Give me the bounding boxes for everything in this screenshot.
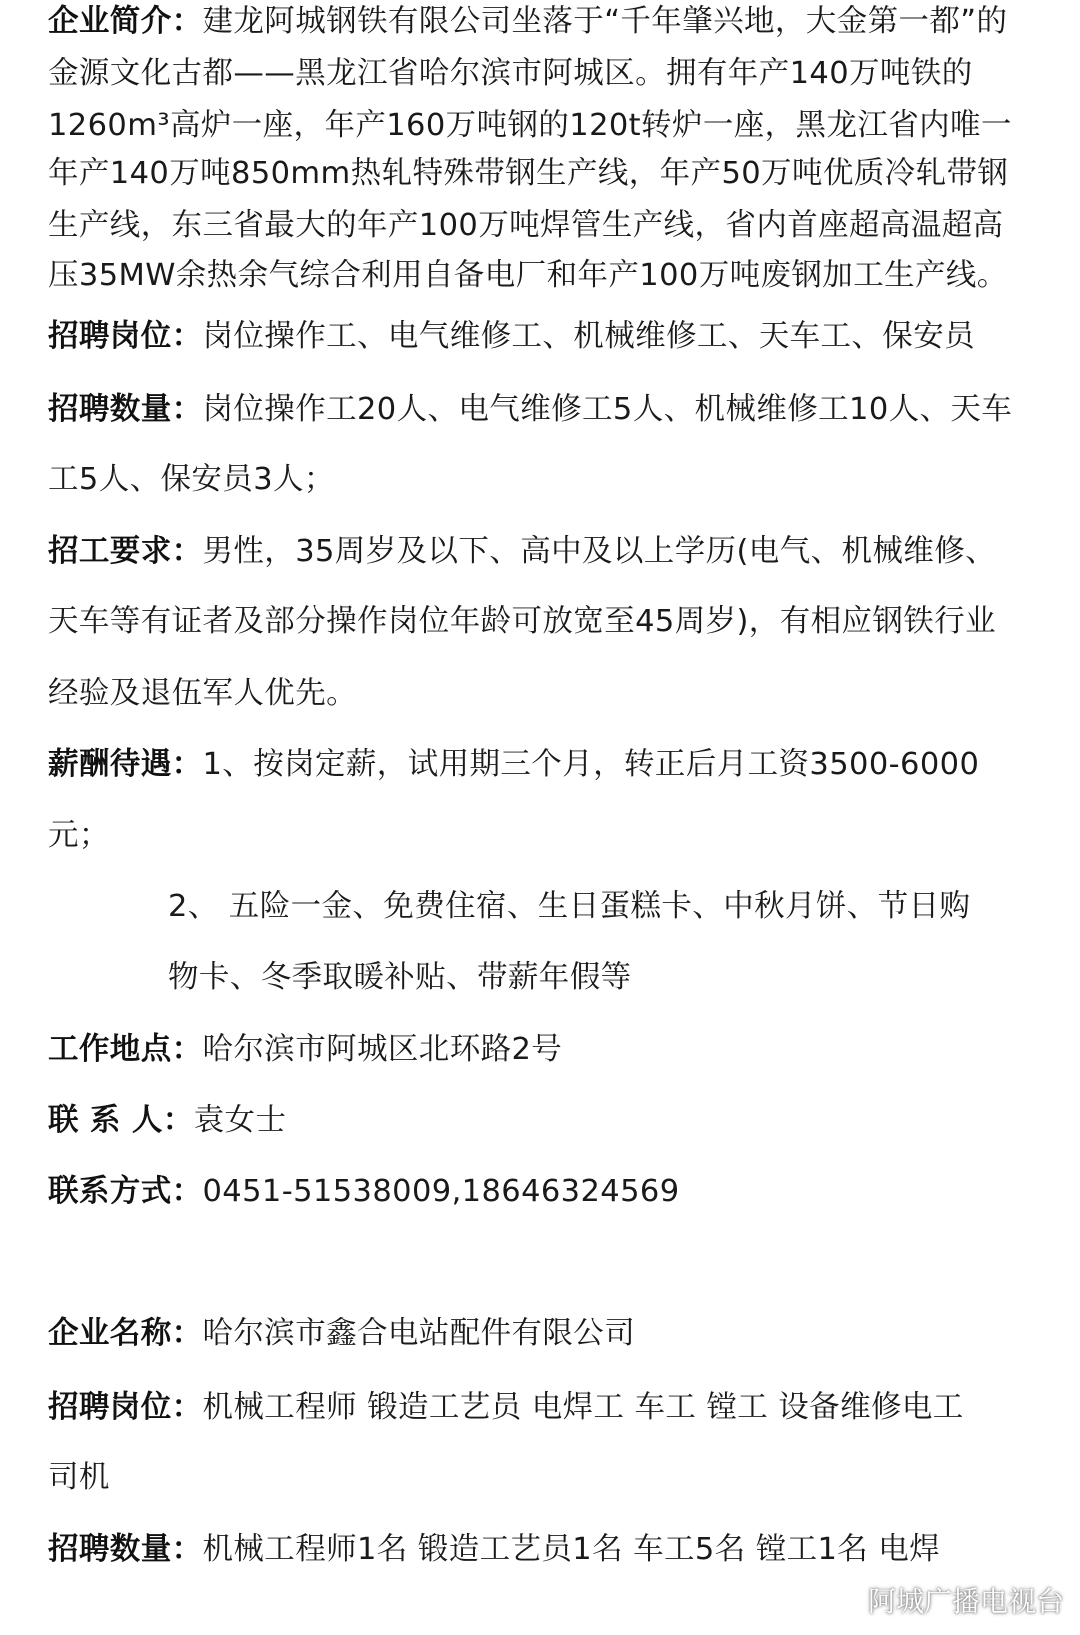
count-text-1: 岗位操作工20人、电气维修工5人、机械维修工10人、天车 <box>202 392 1013 427</box>
location-label: 工作地点： <box>48 1032 203 1067</box>
contact-label: 联 系 人： <box>48 1103 194 1138</box>
watermark-text: 阿城广播电视台 <box>868 1585 1065 1618</box>
company2-count-label: 招聘数量： <box>48 1532 203 1567</box>
positions-text: 岗位操作工、电气维修工、机械维修工、天车工、保安员 <box>202 319 975 354</box>
req-text-1: 男性，35周岁及以下、高中及以上学历(电气、机械维修、 <box>202 534 997 569</box>
company2-positions-text-1: 机械工程师 锻造工艺员 电焊工 车工 镗工 设备维修电工 <box>202 1390 964 1425</box>
pay-line-2: 元； <box>48 818 110 853</box>
contact-line <box>48 1101 286 1141</box>
intro-line-6: 压35MW余热余气综合利用自备电厂和年产100万吨废钢加工生产线。 <box>48 258 1008 293</box>
intro-line-3: 1260m³高炉一座，年产160万吨钢的120t转炉一座，黑龙江省内唯一 <box>48 108 1012 143</box>
positions-line <box>48 317 975 357</box>
intro-line-5: 生产线，东三省最大的年产100万吨焊管生产线，省内首座超高温超高 <box>48 208 1004 243</box>
company2-name-line <box>48 1314 635 1354</box>
pay2-line-2: 物卡、冬季取暖补贴、带薪年假等 <box>168 960 632 995</box>
wechat-icon <box>820 1580 860 1621</box>
company2-positions-label: 招聘岗位： <box>48 1390 203 1425</box>
req-line-2: 天车等有证者及部分操作岗位年龄可放宽至45周岁)，有相应钢铁行业 <box>48 604 997 639</box>
company2-name-text: 哈尔滨市鑫合电站配件有限公司 <box>202 1316 636 1351</box>
pay-line-1 <box>48 745 979 785</box>
pay-text-1: 1、按岗定薪，试用期三个月，转正后月工资3500-6000 <box>202 747 980 782</box>
contact-text: 袁女士 <box>193 1103 287 1138</box>
watermark <box>820 1580 1064 1620</box>
location-line <box>48 1030 562 1070</box>
pay2-line-1: 2、 五险一金、免费住宿、生日蛋糕卡、中秋月饼、节日购 <box>168 889 971 924</box>
count-line-1 <box>48 390 1012 430</box>
location-text: 哈尔滨市阿城区北环路2号 <box>202 1032 563 1067</box>
phone-text: 0451-51538009,18646324569 <box>202 1174 680 1209</box>
req-line-1 <box>48 532 996 572</box>
intro-line-2: 金源文化古都——黑龙江省哈尔滨市阿城区。拥有年产140万吨铁的 <box>48 56 973 91</box>
intro-line-4: 年产140万吨850mm热轧特殊带钢生产线，年产50万吨优质冷轧带钢 <box>48 156 1009 191</box>
req-line-3: 经验及退伍军人优先。 <box>48 676 357 711</box>
intro-text-1: 建龙阿城钢铁有限公司坐落于“千年肇兴地，大金第一都”的 <box>202 4 1008 39</box>
company2-count-text: 机械工程师1名 锻造工艺员1名 车工5名 镗工1名 电焊 <box>202 1532 941 1567</box>
req-label: 招工要求： <box>48 534 203 569</box>
company2-name-label: 企业名称： <box>48 1316 203 1351</box>
intro-label: 企业简介： <box>48 4 203 39</box>
company2-positions-line-1 <box>48 1388 964 1428</box>
intro-line-1 <box>48 2 1007 42</box>
company2-positions-line-2: 司机 <box>48 1460 110 1495</box>
positions-label: 招聘岗位： <box>48 319 203 354</box>
count-line-2: 工5人、保安员3人； <box>48 462 335 497</box>
phone-line <box>48 1172 680 1212</box>
company2-count-line <box>48 1530 940 1570</box>
phone-label: 联系方式： <box>48 1174 203 1209</box>
pay-label: 薪酬待遇： <box>48 747 203 782</box>
count-label: 招聘数量： <box>48 392 203 427</box>
